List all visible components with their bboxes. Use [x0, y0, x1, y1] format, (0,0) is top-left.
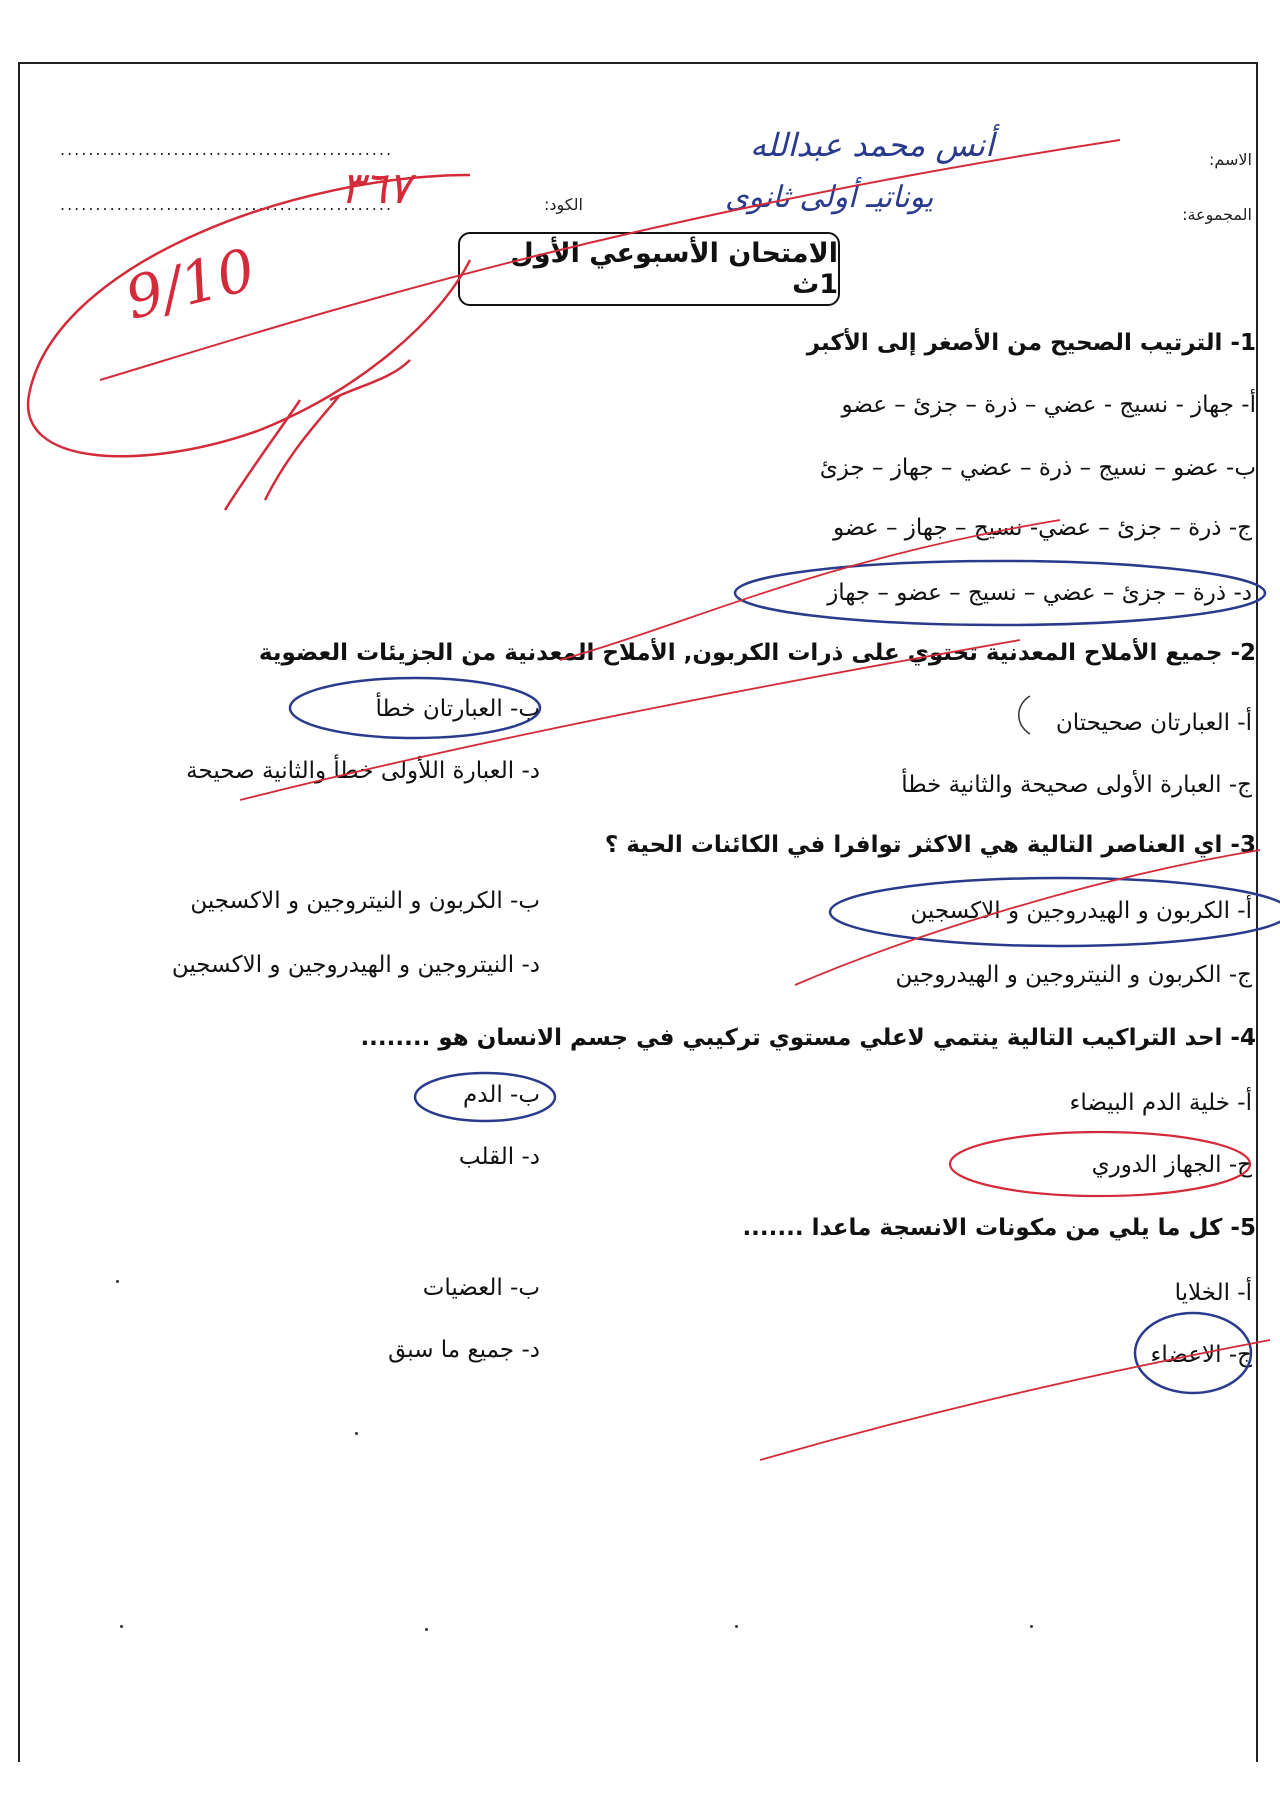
q1-option-a: أ- جهاز - نسيج - عضي – ذرة – جزئ – عضو [841, 392, 1256, 418]
question-4: 4- احد التراكيب التالية ينتمي لاعلي مستوي تركيبي في جسم الانسان هو ........ [360, 1025, 1256, 1051]
grade-mark: 9/10 [118, 235, 262, 333]
question-3: 3- اي العناصر التالية هي الاكثر توافرا في الكائنات الحية ؟ [604, 832, 1256, 858]
group-label: المجموعة: [1182, 205, 1252, 224]
q2-answer-circle [290, 678, 540, 738]
q4-option-b: ب- الدم [463, 1082, 540, 1108]
q3-option-a: أ- الكربون و الهيدروجين و الاكسجين [910, 898, 1252, 924]
q2-red-strike [240, 640, 1020, 800]
question-2: 2- جميع الأملاح المعدنية تحتوي على ذرات الكربون, الأملاح المعدنية من الجزيئات العضوية [258, 640, 1256, 666]
q3-option-b: ب- الكربون و النيتروجين و الاكسجين [190, 888, 540, 914]
q4-option-a: أ- خلية الدم البيضاء [1069, 1090, 1252, 1116]
q4-option-d: د- القلب [458, 1144, 540, 1170]
q5-red-strike [760, 1340, 1270, 1460]
student-code: ٣٦٧ [340, 163, 411, 214]
exam-title: الامتحان الأسبوعي الأول 1ث [510, 238, 838, 300]
q3-answer-circle [830, 878, 1280, 946]
q3-option-c: ج- الكربون و النيتروجين و الهيدروجين [895, 962, 1252, 988]
q3-red-strike [795, 850, 1260, 985]
q1-red-strike [560, 520, 1060, 660]
q1-option-d: د- ذرة – جزئ – عضي – نسيج – عضو – جهاز [827, 580, 1252, 606]
question-1: 1- الترتيب الصحيح من الأصغر إلى الأكبر [806, 330, 1256, 356]
grade-circle [28, 175, 470, 456]
q4-option-c: ج- الجهاز الدوري [1091, 1152, 1252, 1178]
q5-option-c: ج- الاعضاء [1150, 1342, 1252, 1368]
q5-answer-circle [1135, 1313, 1251, 1393]
name-dots: ............................................... [60, 140, 394, 159]
code-label: الكود: [540, 195, 587, 214]
q2-option-c: ج- العبارة الأولى صحيحة والثانية خطأ [901, 772, 1252, 798]
q2-option-a: أ- العبارتان صحيحتان [1055, 710, 1252, 736]
header-slash [100, 140, 1120, 380]
q5-option-a: أ- الخلايا [1174, 1280, 1252, 1306]
group-dots: ............................................... [60, 195, 394, 214]
q3-option-d: د- النيتروجين و الهيدروجين و الاكسجين [171, 952, 540, 978]
q2-option-b: ب- العبارتان خطأ [375, 696, 540, 722]
q1-option-b: ب- عضو – نسيج – ذرة – عضي – جهاز – جزئ [819, 455, 1256, 481]
name-label: الاسم: [1208, 150, 1252, 169]
q4-answer-circle [415, 1073, 555, 1121]
question-5: 5- كل ما يلي من مكونات الانسجة ماعدا ....... [742, 1215, 1256, 1241]
q1-answer-circle [735, 561, 1265, 625]
q5-option-b: ب- العضيات [422, 1275, 540, 1301]
grade-scribble [225, 360, 410, 510]
q1-option-c: ج- ذرة – جزئ – عضي- نسيج – جهاز – عضو [833, 515, 1252, 541]
q5-option-d: د- جميع ما سبق [388, 1337, 540, 1363]
q2-bracket [1019, 696, 1030, 734]
q4-red-circle [950, 1132, 1250, 1196]
group-value: يوناتيـ أولى ثانوى [725, 180, 934, 215]
q2-option-d: د- العبارة اللأولى خطأ والثانية صحيحة [186, 758, 540, 784]
student-name: أنس محمد عبدالله [750, 126, 994, 164]
